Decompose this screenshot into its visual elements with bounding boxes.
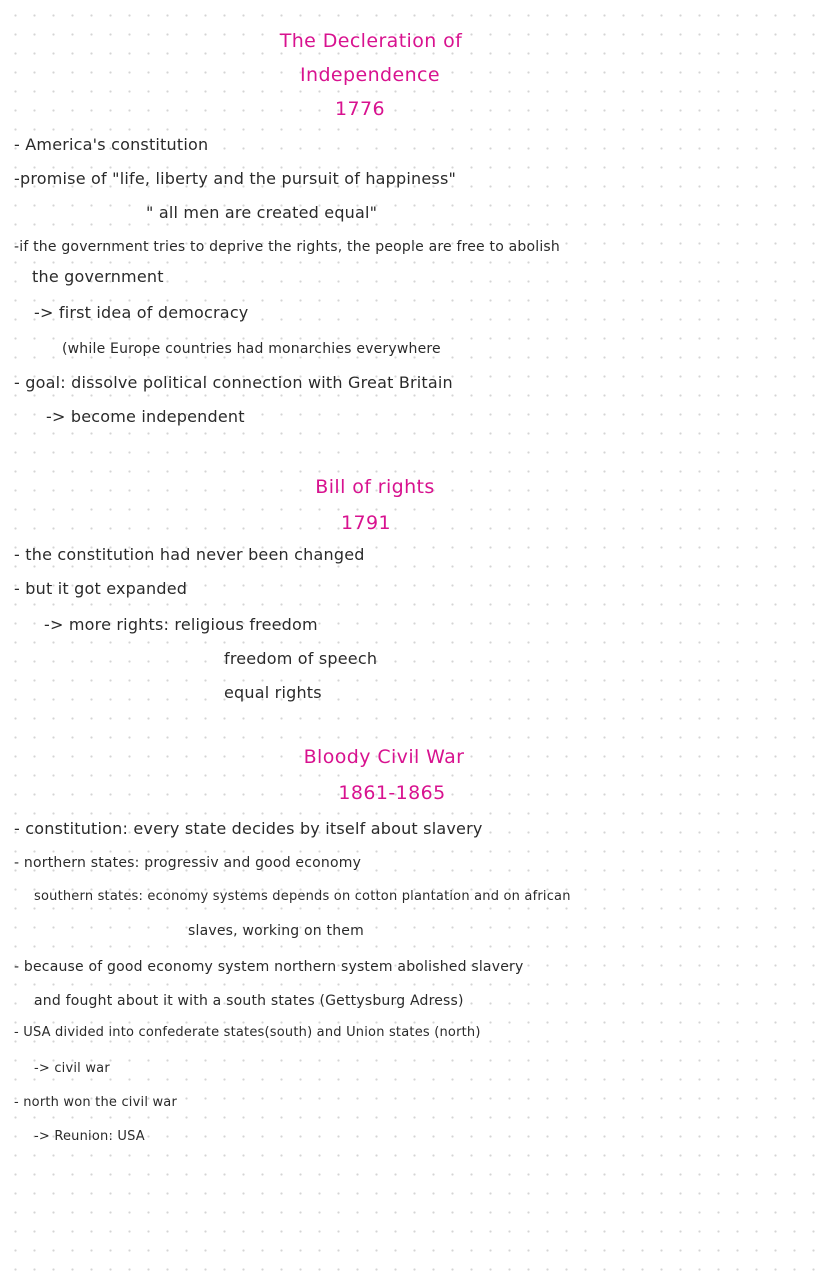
section-year-civil-war: 1861-1865 (338, 782, 446, 804)
note-line: -if the government tries to deprive the rights, the people are free to abolish (14, 239, 560, 255)
section-year-bill-of-rights: 1791 (341, 512, 391, 534)
note-line: freedom of speech (224, 649, 378, 668)
note-line: -> first idea of democracy (34, 303, 249, 322)
note-line: -promise of "life, liberty and the pursuit of happiness" (14, 169, 457, 188)
note-line: - northern states: progressiv and good economy (14, 855, 362, 871)
note-line: - the constitution had never been changed (14, 545, 365, 564)
note-line: slaves, working on them (188, 923, 364, 939)
note-line: - constitution: every state decides by itself about slavery (14, 819, 483, 838)
note-line: - goal: dissolve political connection with Great Britain (14, 373, 453, 392)
section-title-independence: The Decleration of (279, 30, 463, 52)
note-line: - but it got expanded (14, 579, 188, 598)
note-line: - because of good economy system northern system abolished slavery (14, 959, 524, 975)
note-line: the government (32, 267, 164, 286)
note-line: -> civil war (34, 1061, 110, 1076)
section-title-bill-of-rights: Bill of rights (315, 476, 435, 498)
note-line: - America's constitution (14, 135, 209, 154)
section-title-independence-line2: Independence (300, 64, 440, 86)
note-line: - north won the civil war (14, 1095, 178, 1110)
note-line: -> more rights: religious freedom (44, 615, 318, 634)
note-line: and fought about it with a south states (Gettysburg Adress) (34, 993, 464, 1009)
section-year-independence: 1776 (335, 98, 385, 120)
note-line: (while Europe countries had monarchies everywhere (62, 341, 441, 357)
note-line: -> Reunion: USA (34, 1129, 145, 1144)
section-title-civil-war: Bloody Civil War (303, 746, 465, 768)
note-line: equal rights (224, 683, 322, 702)
note-line: " all men are created equal" (146, 203, 378, 222)
note-line: - USA divided into confederate states(south) and Union states (north) (14, 1025, 481, 1040)
note-line: southern states: economy systems depends on cotton plantation and on african (34, 889, 571, 904)
note-line: -> become independent (46, 407, 245, 426)
